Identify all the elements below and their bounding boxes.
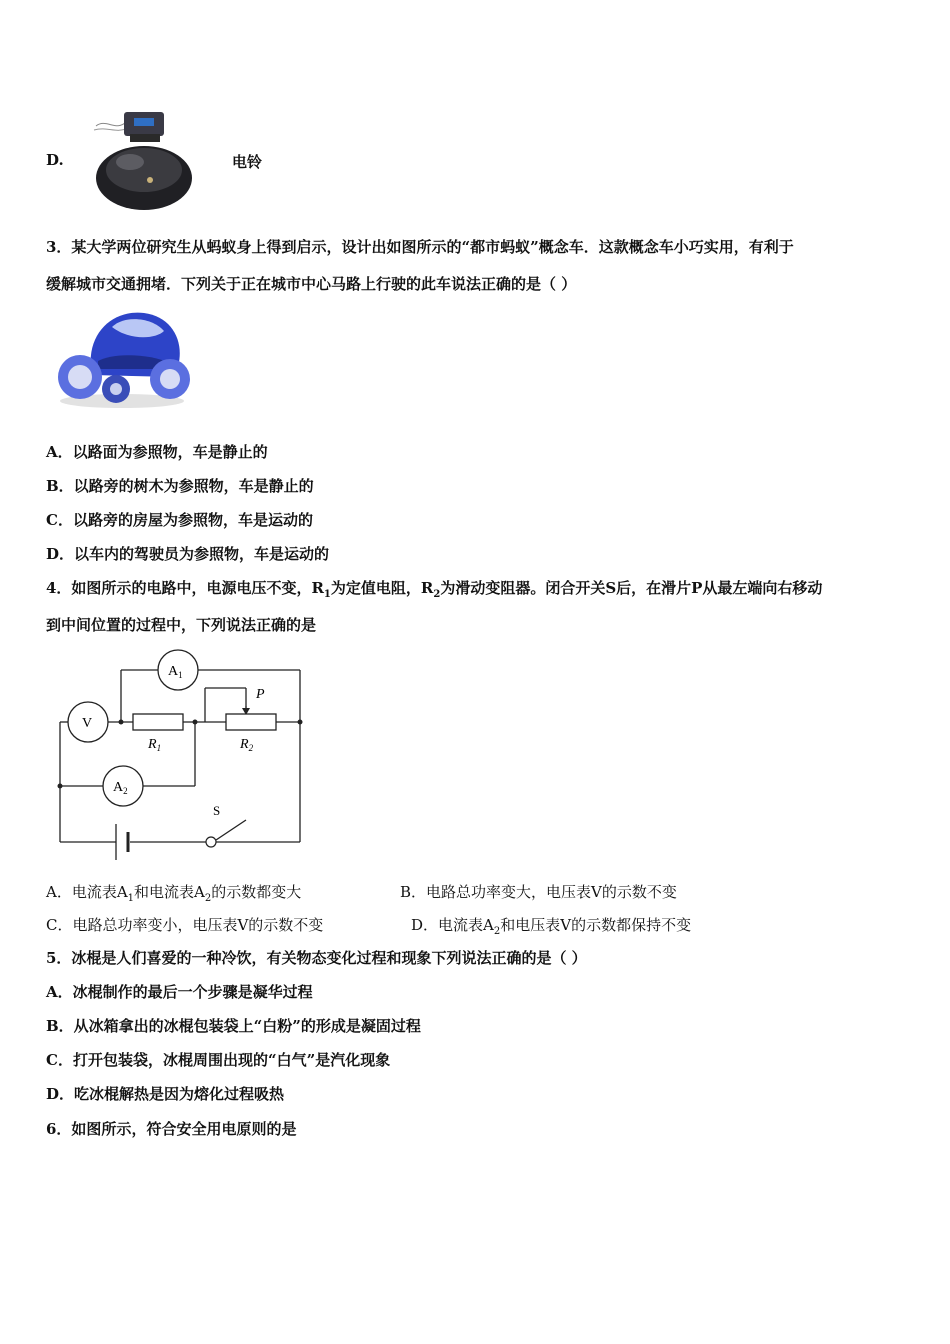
ammeter-a2-label: $A_2$ xyxy=(113,780,128,796)
q4-option-d: D．电流表$A_2$和电压表V的示数都保持不变 xyxy=(411,916,692,937)
voltmeter-label: V xyxy=(82,716,93,731)
r1-label: $R_1$ xyxy=(148,737,162,753)
q4-option-c: C．电路总功率变小，电压表V的示数不变 xyxy=(46,916,324,934)
q3-stem-line1: 3．某大学两位研究生从蚂蚁身上得到启示，设计出如图所示的“都市蚂蚁”概念车．这款概念车小巧实用，有利于 xyxy=(46,238,794,256)
q4-stem-line1: 4．如图所示的电路中，电源电压不变，$R_1$为定值电阻，$R_2$为滑动变阻器。闭合开关S后，在滑片P从最左端向右移动 xyxy=(46,579,823,600)
q5-option-b: B．从冰箱拿出的冰棍包装袋上“白粉”的形成是凝固过程 xyxy=(46,1017,421,1035)
q3-option-d: D．以车内的驾驶员为参照物，车是运动的 xyxy=(46,545,330,563)
q4-option-b: B．电路总功率变大，电压表V的示数不变 xyxy=(400,883,677,901)
electric-bell-image xyxy=(86,104,204,214)
electric-bell-icon xyxy=(86,104,204,214)
q4-option-a: A．电流表$A_1$和电流表$A_2$的示数都变大 xyxy=(46,883,302,904)
q6-stem: 6．如图所示，符合安全用电原则的是 xyxy=(46,1120,297,1138)
option-d-letter: D. xyxy=(46,151,64,169)
circuit-diagram xyxy=(50,648,315,868)
q3-option-a: A．以路面为参照物，车是静止的 xyxy=(46,443,268,461)
switch-s-label: S xyxy=(213,803,221,818)
q5-option-c: C．打开包装袋，冰棍周围出现的“白气”是汽化现象 xyxy=(46,1051,391,1069)
q3-option-b: B．以路旁的树木为参照物，车是静止的 xyxy=(46,477,314,495)
q3-option-c: C．以路旁的房屋为参照物，车是运动的 xyxy=(46,511,313,529)
ammeter-a1-label: $A_1$ xyxy=(168,664,183,680)
q4-stem-line2: 到中间位置的过程中，下列说法正确的是 xyxy=(46,616,317,634)
q5-stem: 5．冰棍是人们喜爱的一种冷饮，有关物态变化过程和现象下列说法正确的是（ ） xyxy=(46,949,587,967)
q3-stem-line2: 缓解城市交通拥堵．下列关于正在城市中心马路上行驶的此车说法正确的是（ ） xyxy=(46,275,577,293)
concept-car-icon xyxy=(52,305,192,410)
q5-option-a: A．冰棍制作的最后一个步骤是凝华过程 xyxy=(46,983,313,1001)
q5-option-d: D．吃冰棍解热是因为熔化过程吸热 xyxy=(46,1085,285,1103)
circuit-diagram-svg xyxy=(50,648,315,868)
option-d-label: 电铃 xyxy=(232,153,263,171)
ant-concept-car-image xyxy=(52,305,192,410)
r2-label: $R_2$ xyxy=(240,737,254,753)
slider-p-label: P xyxy=(256,687,265,702)
